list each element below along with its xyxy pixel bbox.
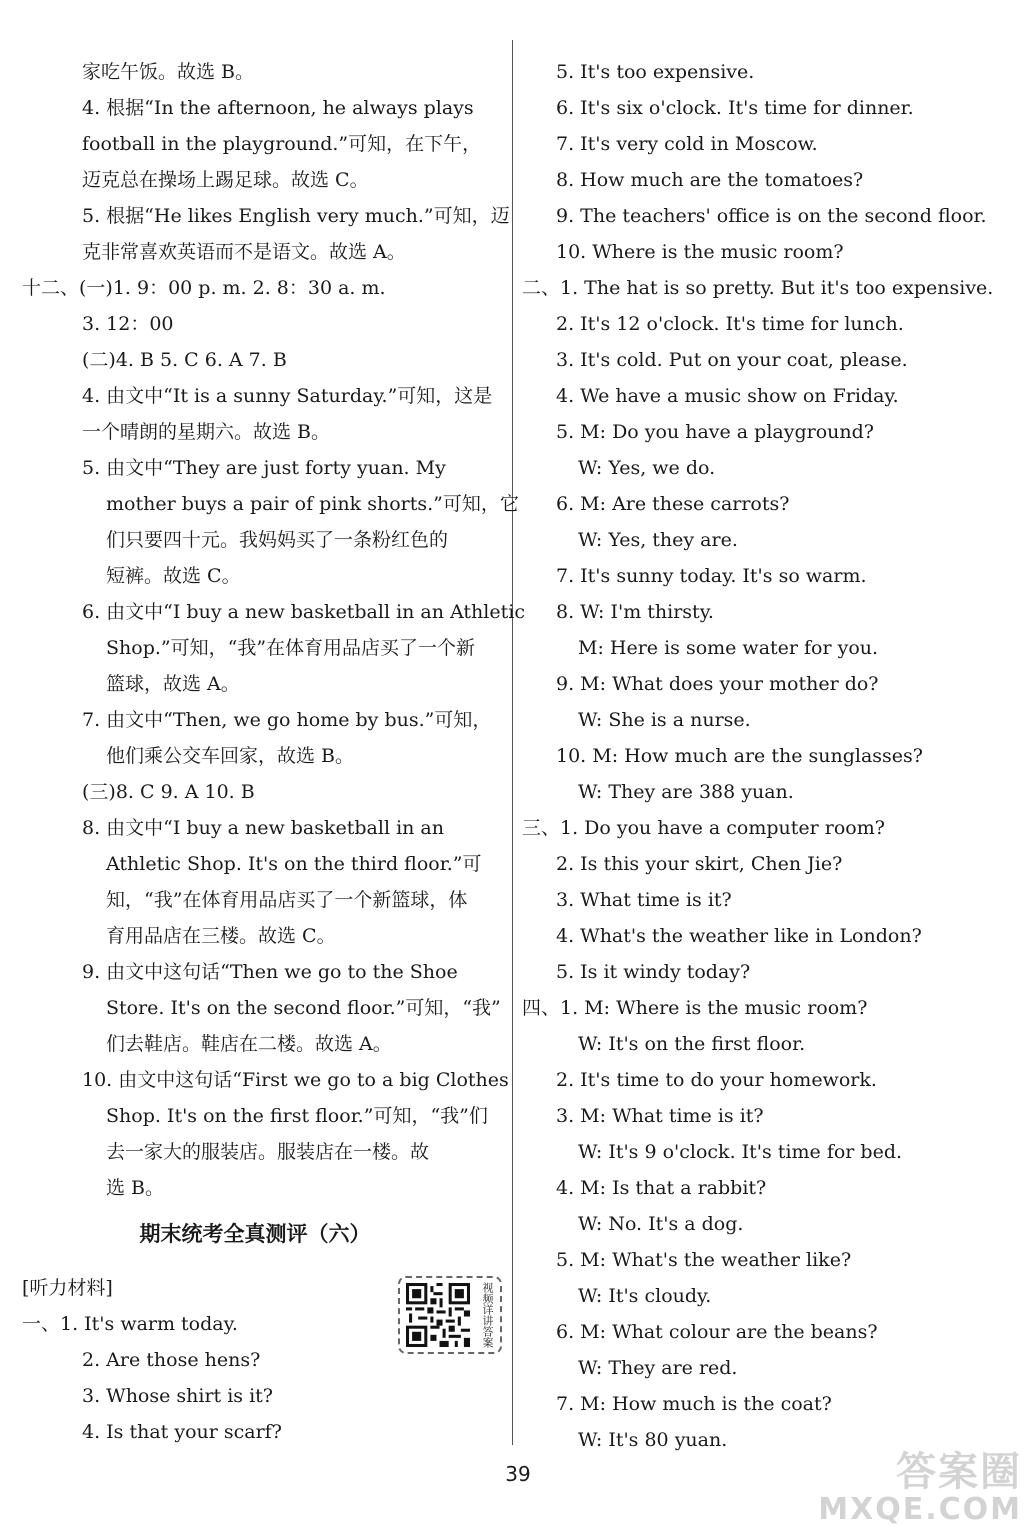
text-line: football in the playground.”可知，在下午， bbox=[82, 133, 482, 155]
watermark-text: 答案圈 bbox=[896, 1449, 1022, 1495]
qr-code-box[interactable] bbox=[398, 1276, 502, 1354]
text-line: 二、1. The hat is so pretty. But it's too expensive. bbox=[522, 277, 994, 299]
text-line: W: No. It's a dog. bbox=[578, 1213, 744, 1235]
text-line: 10. Where is the music room? bbox=[556, 241, 844, 263]
text-line: Shop. It's on the first floor.”可知，“我”们 bbox=[106, 1105, 488, 1127]
text-line: 7. 由文中“Then, we go home by bus.”可知， bbox=[82, 709, 492, 731]
text-line: 四、1. M: Where is the music room? bbox=[522, 997, 868, 1019]
text-line: 2. Are those hens? bbox=[82, 1349, 261, 1371]
text-line: Shop.”可知，“我”在体育用品店买了一个新 bbox=[106, 637, 476, 659]
text-line: 9. 由文中这句话“Then we go to the Shoe bbox=[82, 961, 458, 983]
column-divider bbox=[512, 40, 513, 1445]
text-line: 们去鞋店。鞋店在二楼。故选 A。 bbox=[106, 1033, 392, 1055]
text-line: 3. What time is it? bbox=[556, 889, 732, 911]
text-line: 4. What's the weather like in London? bbox=[556, 925, 922, 947]
text-line: 3. It's cold. Put on your coat, please. bbox=[556, 349, 908, 371]
text-line: 9. M: What does your mother do? bbox=[556, 673, 879, 695]
text-line: 6. M: Are these carrots? bbox=[556, 493, 790, 515]
listening-section bbox=[22, 1270, 392, 1450]
text-line: 4. 根据“In the afternoon, he always plays bbox=[82, 97, 474, 119]
text-line: 三、1. Do you have a computer room? bbox=[522, 817, 885, 839]
left-column bbox=[22, 54, 525, 1206]
text-line: 他们乘公交车回家，故选 B。 bbox=[106, 745, 355, 767]
text-line: 7. M: How much is the coat? bbox=[556, 1393, 832, 1415]
text-line: 4. 由文中“It is a sunny Saturday.”可知，这是 bbox=[82, 385, 493, 407]
listening-header: [听力材料] bbox=[22, 1277, 113, 1299]
text-line: 5. 由文中“They are just forty yuan. My bbox=[82, 457, 446, 479]
section-12-heading: 十二、(一)1. 9：00 p. m. 2. 8：30 a. m. bbox=[22, 277, 386, 299]
text-line: 6. M: What colour are the beans? bbox=[556, 1321, 878, 1343]
text-line: mother buys a pair of pink shorts.”可知，它 bbox=[106, 493, 519, 515]
text-line: W: It's 80 yuan. bbox=[578, 1429, 728, 1451]
text-line: 8. W: I'm thirsty. bbox=[556, 601, 714, 623]
text-line: 2. It's 12 o'clock. It's time for lunch. bbox=[556, 313, 904, 335]
text-line: W: It's 9 o'clock. It's time for bed. bbox=[578, 1141, 903, 1163]
text-line: 3. 12：00 bbox=[82, 313, 174, 335]
text-line: M: Here is some water for you. bbox=[578, 637, 879, 659]
text-line: 5. M: What's the weather like? bbox=[556, 1249, 852, 1271]
text-line: (二)4. B 5. C 6. A 7. B bbox=[82, 349, 287, 371]
text-line: 育用品店在三楼。故选 C。 bbox=[106, 925, 336, 947]
text-line: 4. M: Is that a rabbit? bbox=[556, 1177, 767, 1199]
text-line: Athletic Shop. It's on the third floor.”可 bbox=[106, 853, 482, 875]
page-number: 39 bbox=[505, 1462, 531, 1486]
text-line: 一、1. It's warm today. bbox=[22, 1313, 238, 1335]
text-line: 5. It's too expensive. bbox=[556, 61, 755, 83]
text-line: W: Yes, they are. bbox=[578, 529, 738, 551]
right-column bbox=[522, 54, 1014, 1458]
text-line: W: She is a nurse. bbox=[578, 709, 751, 731]
text-line: 8. 由文中“I buy a new basketball in an bbox=[82, 817, 444, 839]
text-line: 7. It's sunny today. It's so warm. bbox=[556, 565, 867, 587]
text-line: 家吃午饭。故选 B。 bbox=[82, 61, 255, 83]
text-line: 10. M: How much are the sunglasses? bbox=[556, 745, 923, 767]
text-line: 5. Is it windy today? bbox=[556, 961, 751, 983]
qr-caption: 视频详讲答案 bbox=[481, 1282, 494, 1348]
text-line: 6. It's six o'clock. It's time for dinner. bbox=[556, 97, 914, 119]
text-line: 4. We have a music show on Friday. bbox=[556, 385, 899, 407]
text-line: 们只要四十元。我妈妈买了一条粉红色的 bbox=[106, 529, 449, 551]
text-line: 6. 由文中“I buy a new basketball in an Athletic bbox=[82, 601, 525, 623]
text-line: 2. Is this your skirt, Chen Jie? bbox=[556, 853, 843, 875]
text-line: 克非常喜欢英语而不是语文。故选 A。 bbox=[82, 241, 406, 263]
text-line: 5. 根据“He likes English very much.”可知，迈 bbox=[82, 205, 510, 227]
text-line: W: They are 388 yuan. bbox=[578, 781, 794, 803]
text-line: (三)8. C 9. A 10. B bbox=[82, 781, 255, 803]
text-line: W: Yes, we do. bbox=[578, 457, 716, 479]
text-line: 4. Is that your scarf? bbox=[82, 1421, 282, 1443]
text-line: W: It's cloudy. bbox=[578, 1285, 712, 1307]
text-line: 3. Whose shirt is it? bbox=[82, 1385, 273, 1407]
text-line: W: They are red. bbox=[578, 1357, 738, 1379]
text-line: 迈克总在操场上踢足球。故选 C。 bbox=[82, 169, 369, 191]
text-line: 9. The teachers' office is on the second floor. bbox=[556, 205, 987, 227]
text-line: W: It's on the first floor. bbox=[578, 1033, 806, 1055]
text-line: 知，“我”在体育用品店买了一个新篮球，体 bbox=[106, 889, 468, 911]
watermark-logo bbox=[818, 1440, 1026, 1532]
text-line: 一个晴朗的星期六。故选 B。 bbox=[82, 421, 331, 443]
watermark-url: MXQE.COM bbox=[818, 1492, 1022, 1527]
text-line: 7. It's very cold in Moscow. bbox=[556, 133, 818, 155]
section-title: 期末统考全真测评（六） bbox=[139, 1222, 371, 1246]
text-line: Store. It's on the second floor.”可知，“我” bbox=[106, 997, 501, 1019]
text-line: 篮球，故选 A。 bbox=[106, 673, 240, 695]
text-line: 3. M: What time is it? bbox=[556, 1105, 764, 1127]
text-line: 选 B。 bbox=[106, 1177, 165, 1199]
text-line: 去一家大的服装店。服装店在一楼。故 bbox=[106, 1141, 430, 1163]
text-line: 10. 由文中这句话“First we go to a big Clothes bbox=[82, 1069, 509, 1091]
text-line: 短裤。故选 C。 bbox=[106, 565, 241, 587]
qr-code-icon[interactable] bbox=[406, 1283, 470, 1347]
text-line: 8. How much are the tomatoes? bbox=[556, 169, 864, 191]
text-line: 2. It's time to do your homework. bbox=[556, 1069, 877, 1091]
text-line: 5. M: Do you have a playground? bbox=[556, 421, 874, 443]
